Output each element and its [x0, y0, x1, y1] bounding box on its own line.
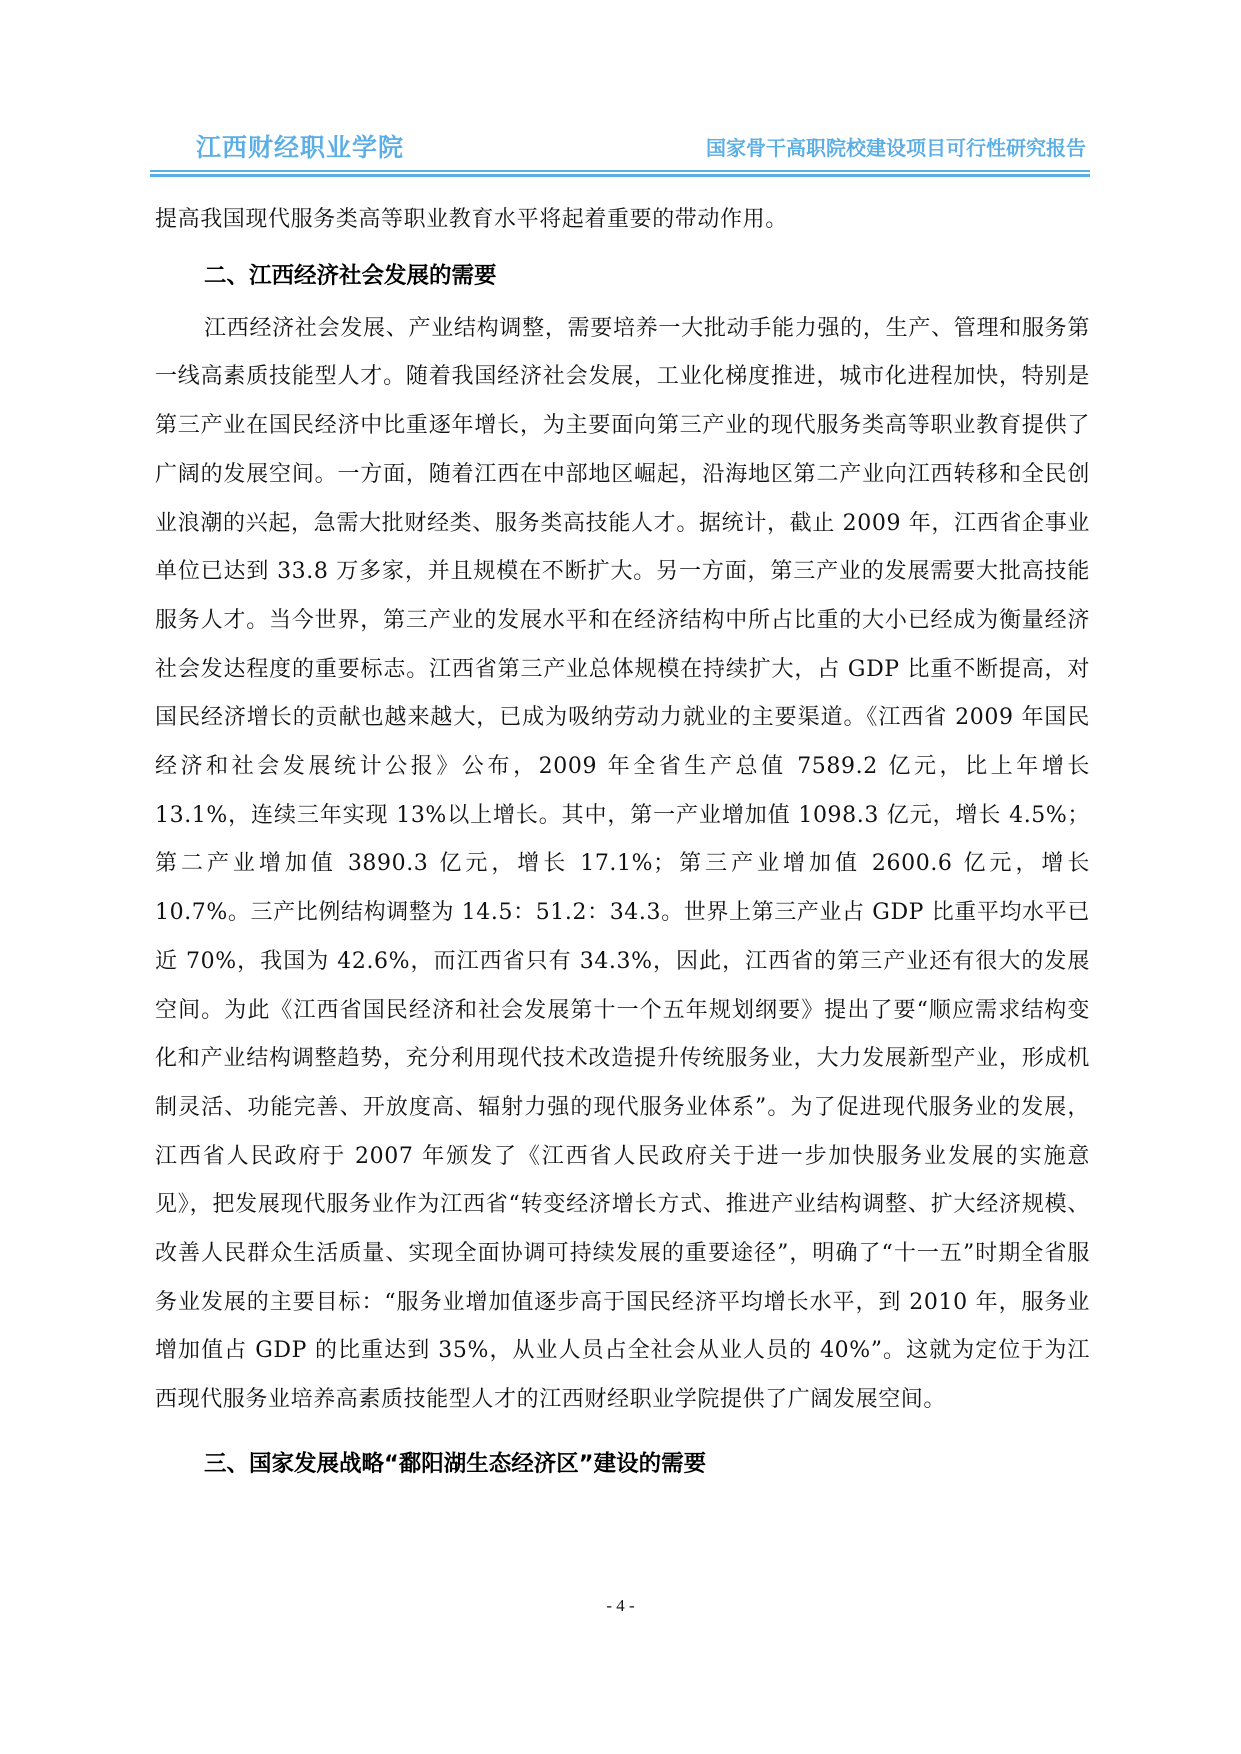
header-rule-thick: [150, 174, 1090, 177]
page-number: - 4 -: [606, 1596, 635, 1615]
page-header: [150, 124, 1090, 168]
header-rule-thin: [150, 170, 1090, 172]
section-heading-2: 二、江西经济社会发展的需要: [204, 262, 497, 289]
intro-paragraph: 提高我国现代服务类高等职业教育水平将起着重要的带动作用。: [155, 207, 788, 232]
section-2-paragraph: 江西经济社会发展、产业结构调整，需要培养一大批动手能力强的，生产、管理和服务第一线高素质技能型人才。随着我国经济社会发展，工业化梯度推进，城市化进程加快，特别是第三产业在国民经济中比重逐年增长，为主要面向第三产业的现代服务类高等职业教育提供了广阔的发展空间。一方面，随着江西在中部地区崛起，沿海地区第二产业向江西转移和全民创业浪潮的兴起，急需大批财经类、服务类高技能人才。据统计，截止 2009 年，江西省企事业单位已达到 33.8 万多家，并且规模在不断扩大。另一方面，第三产业的发展需要大批高技能服务人才。当今世界，第三产业的发展水平和在经济结构中所占比重的大小已经成为衡量经济社会发达程度的重要标志。江西省第三产业总体规模在持续扩大，占 GDP 比重不断提高，对国民经济增长的贡献也越来越大，已成为吸纳劳动力就业的主要渠道。《江西省 2009 年国民经济和社会发展统计公报》公布，2009 年全省生产总值 7589.2 亿元，比上年增长 13.1%，连续三年实现 13%以上增长。其中，第一产业增加值 1098.3 亿元，增长 4.5%；第二产业增加值 3890.3 亿元，增长 17.1%；第三产业增加值 2600.6 亿元，增长 10.7%。三产比例结构调整为 14.5：51.2：34.3。世界上第三产业占 GDP 比重平均水平已近 70%，我国为 42.6%，而江西省只有 34.3%，因此，江西省的第三产业还有很大的发展空间。为此《江西省国民经济和社会发展第十一个五年规划纲要》提出了要“顺应需求结构变化和产业结构调整趋势，充分利用现代技术改造提升传统服务业，大力发展新型产业，形成机制灵活、功能完善、开放度高、辐射力强的现代服务业体系”。为了促进现代服务业的发展，江西省人民政府于 2007 年颁发了《江西省人民政府关于进一步加快服务业发展的实施意见》，把发展现代服务业作为江西省“转变经济增长方式、推进产业结构调整、扩大经济规模、改善人民群众生活质量、实现全面协调可持续发展的重要途径”，明确了“十一五”时期全省服务业发展的主要目标：“服务业增加值逐步高于国民经济平均增长水平，到 2010 年，服务业增加值占 GDP 的比重达到 35%，从业人员占全社会从业人员的 40%”。这就为定位于为江西现代服务业培养高素质技能型人才的江西财经职业学院提供了广阔发展空间。: [155, 315, 1090, 1413]
header-institution-name: 江西财经职业学院: [196, 133, 405, 162]
header-report-title: 国家骨干高职院校建设项目可行性研究报告: [706, 136, 1086, 160]
section-heading-3: 三、国家发展战略“鄱阳湖生态经济区”建设的需要: [204, 1450, 707, 1477]
body-text: [155, 196, 1090, 1493]
